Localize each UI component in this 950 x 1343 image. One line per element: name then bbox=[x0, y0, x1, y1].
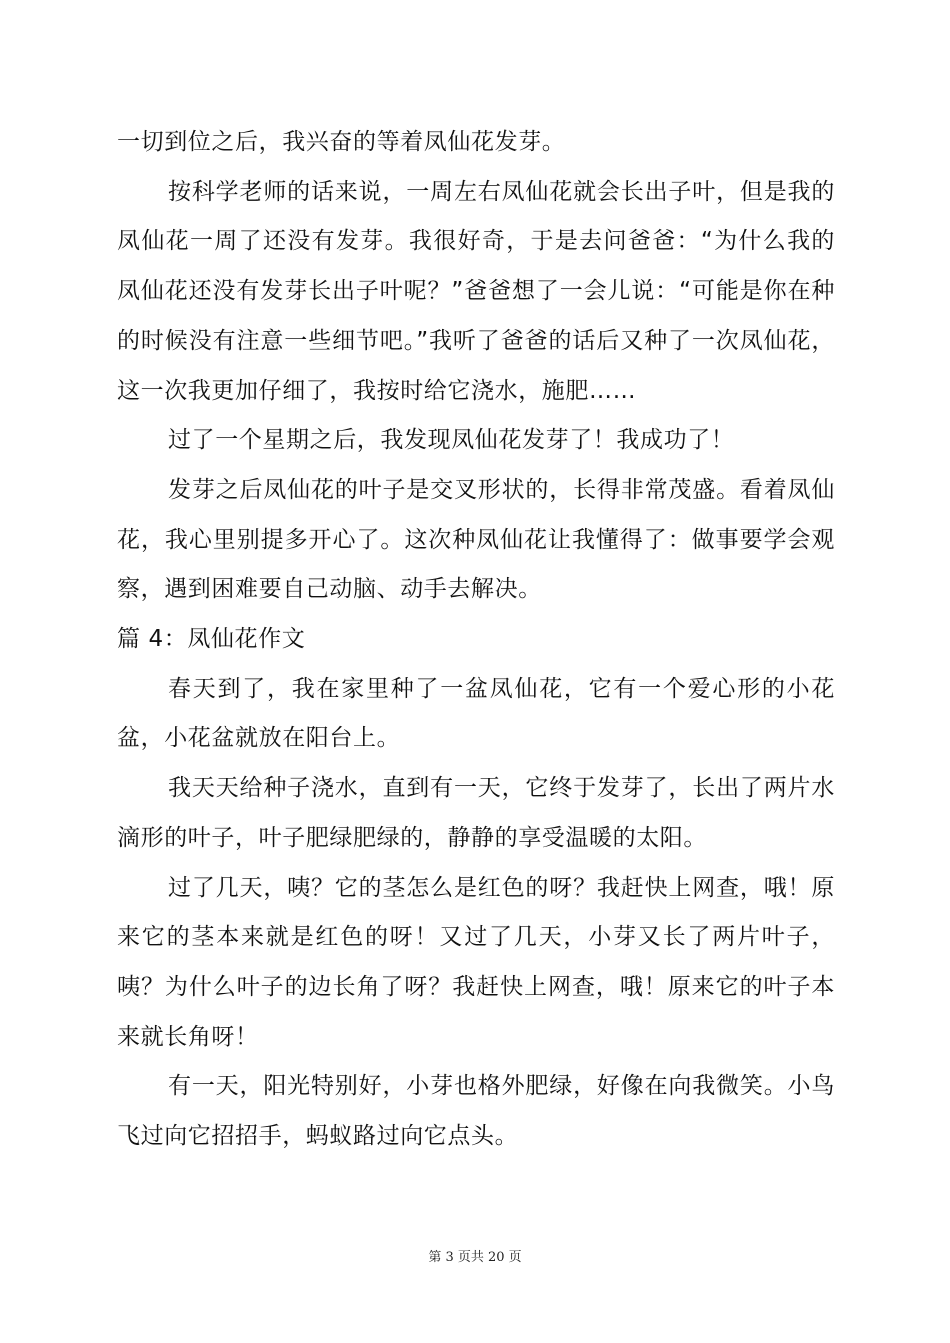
paragraph-2: 按科学老师的话来说，一周左右凤仙花就会长出子叶，但是我的凤仙花一周了还没有发芽。我很好奇，于是去问爸爸：“为什么我的凤仙花还没有发芽长出子叶呢？”爸爸想了一会儿说：“可能是你在种的时候没有注意一些细节吧。”我听了爸爸的话后又种了一次凤仙花，这一次我更加仔细了，我按时给它浇水，施肥…… bbox=[117, 178, 835, 404]
section-heading: 篇 4：凤仙花作文 bbox=[117, 626, 306, 653]
paragraph-3: 过了一个星期之后，我发现凤仙花发芽了！我成功了！ bbox=[168, 427, 735, 454]
paragraph-8: 有一天，阳光特别好，小芽也格外肥绿，好像在向我微笑。小鸟飞过向它招招手，蚂蚁路过向它点头。 bbox=[117, 1073, 835, 1150]
paragraph-1: 一切到位之后，我兴奋的等着凤仙花发芽。 bbox=[117, 129, 566, 155]
page-number-footer: 第 3 页共 20 页 bbox=[428, 1250, 522, 1265]
document-body bbox=[117, 118, 835, 1162]
paragraph-7: 过了几天，咦？它的茎怎么是红色的呀？我赶快上网查，哦！原来它的茎本来就是红色的呀！又过了几天，小芽又长了两片叶子，咦？为什么叶子的边长角了呀？我赶快上网查，哦！原来它的叶子本来就长角呀！ bbox=[117, 874, 835, 1050]
paragraph-4: 发芽之后凤仙花的叶子是交叉形状的，长得非常茂盛。看着凤仙花，我心里别提多开心了。这次种凤仙花让我懂得了：做事要学会观察，遇到困难要自己动脑、动手去解决。 bbox=[117, 476, 835, 603]
paragraph-5: 春天到了，我在家里种了一盆凤仙花，它有一个爱心形的小花盆，小花盆就放在阳台上。 bbox=[117, 675, 835, 752]
paragraph-6: 我天天给种子浇水，直到有一天，它终于发芽了，长出了两片水滴形的叶子，叶子肥绿肥绿的，静静的享受温暖的太阳。 bbox=[117, 775, 835, 851]
